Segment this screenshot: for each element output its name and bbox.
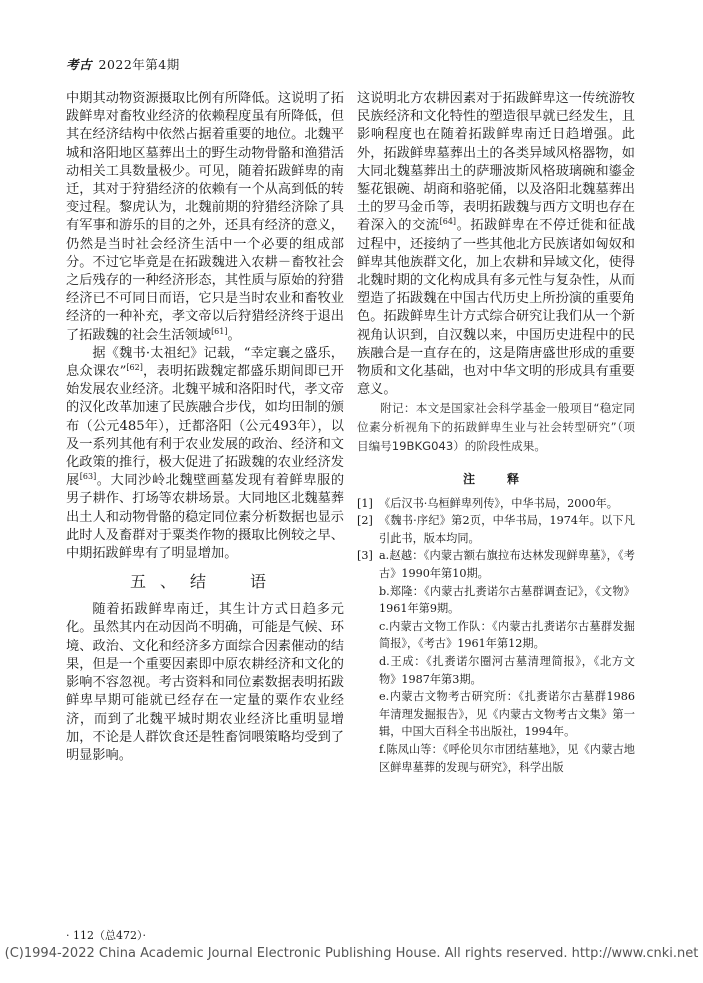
paragraph: 这说明北方农耕因素对于拓跋鲜卑这一传统游牧民族经济和文化特性的塑造很早就已经发生，且影响程度也在随着拓跋鲜卑南迁日趋增强。此外，拓跋鲜卑墓葬出土的各类异域风格器物，如大同北魏墓葬出土的萨珊波斯风格玻璃碗和鎏金錾花银碗、胡商和骆驼俑，以及洛阳北魏墓葬出土的罗马金币等，表明拓跋魏与西方文明也存在着深入的交流[64]。拓跋鲜卑在不停迁徙和征战过程中，还接纳了一些其他北方民族诸如匈奴和鲜卑其他族群文化，加上农耕和异域文化，使得北魏时期的文化构成具有多元性与复杂性，从而塑造了拓跋魏在中国古代历史上所扮演的重要角色。拓跋鲜卑生计方式综合研究让我们从一个新视角认识到，自汉魏以来，中国历史进程中的民族融合是一直存在的，这是隋唐盛世形成的重要物质和文化基础，也对中华文明的形成具有重要意义。 xyxy=(357,91,636,398)
journal-logo: 考古 xyxy=(66,57,93,72)
paragraph: 随着拓跋鲜卑南迁，其生计方式日趋多元化。虽然其内在动因尚不明确，可能是气候、环境、政治、文化和经济多方面综合因素催动的结果，但是一个重要因素即中原农耕经济和文化的影响不容忽视。考古资料和同位素数据表明拓跋鲜卑早期可能就已经存在一定量的粟作农业经济，而到了北魏平城时期农业经济比重明显增加，不论是人群饮食还是牲畜饲喂策略均受到了明显影响。 xyxy=(66,602,344,763)
paragraph: 据《魏书·太祖纪》记载，“幸定襄之盛乐，息众课农”[62]，表明拓跋魏定都盛乐期间即已开始发展农业经济。北魏平城和洛阳时代，孝文帝的汉化改革加速了民族融合步伐，如均田制的颁布（公元485年），迁都洛阳（公元493年），以及一系列其他有利于农业发展的政治、经济和文化政策的推行，极大促进了拓跋魏的农业经济发展[63]。大同沙岭北魏壁画墓发现有着鲜卑服的男子耕作、打场等农耕场景。大同地区北魏墓葬出土人和动物骨骼的稳定同位素分析数据也显示此时人及畜群对于粟类作物的摄取比例较之早、中期拓跋鲜卑有了明显增加。 xyxy=(66,345,345,562)
notes-heading: 注 释 xyxy=(462,472,529,487)
note-item: [3] a.赵越：《内蒙古额右旗拉布达林发现鲜卑墓》，《考古》1990年第10期。 xyxy=(357,549,635,581)
note-item: [2] 《魏书·序纪》第2页，中华书局，1974年。以下凡引此书，版本均同。 xyxy=(357,514,635,545)
left-column xyxy=(66,90,344,765)
note-subitem: f.陈凤山等：《呼伦贝尔市团结墓地》，见《内蒙古地区鲜卑墓葬的发现与研究》，科学出版 xyxy=(379,742,635,774)
note-subitem: d.王成：《扎赉诺尔圈河古墓清理简报》，《北方文物》1987年第3期。 xyxy=(379,655,635,686)
note-subitem: b.郑隆：《内蒙古扎赉诺尔古墓群调查记》，《文物》1961年第9期。 xyxy=(379,584,635,616)
note-subitem: e.内蒙古文物考古研究所：《扎赉诺尔古墓群1986年清理发掘报告》，见《内蒙古文物考古文集》第一辑，中国大百科全书出版社，1994年。 xyxy=(379,690,635,739)
paragraph: 中期其动物资源摄取比例有所降低。这说明了拓跋鲜卑对畜牧业经济的依赖程度虽有所降低，但其在经济结构中依然占据着重要的地位。北魏平城和洛阳地区墓葬出土的野生动物骨骼和渔猎活动相关工具数量极少。可见，随着拓跋鲜卑的南迁，其对于狩猎经济的依赖有一个从高到低的转变过程。黎虎认为，北魏前期的狩猎经济除了具有军事和游乐的目的之外，还具有经济的意义，仍然是当时社会经济生活中一个必要的组成部分。不过它毕竟是在拓跋魏进入农耕－畜牧社会之后残存的一种经济形态，其性质与原始的狩猎经济已不可同日而语，它只是当时农业和畜牧业经济的一种补充，孝文帝以后狩猎经济终于退出了拓跋魏的社会生活领域[61]。 xyxy=(66,91,344,343)
note-subitem: c.内蒙古文物工作队：《内蒙古扎赉诺尔古墓群发掘简报》，《考古》1961年第12期。 xyxy=(379,619,635,651)
right-column xyxy=(357,90,635,776)
citation-ref: [62] xyxy=(126,363,143,373)
running-header xyxy=(66,55,180,73)
note-item: [1] 《后汉书·乌桓鲜卑列传》，中华书局，2000年。 xyxy=(357,496,618,510)
journal-issue: 2022年第4期 xyxy=(98,57,180,72)
notes-list xyxy=(357,495,635,777)
citation-ref: [63] xyxy=(79,472,97,482)
citation-ref: [61] xyxy=(211,326,228,336)
page-number: · 112（总472）· xyxy=(66,929,146,942)
copyright-footer: (C)1994-2022 China Academic Journal Electronic Publishing House. All rights reserved. http://www.cnki.net xyxy=(4,946,699,961)
acknowledgement: 附记：本文是国家社会科学基金一般项目“稳定同位素分析视角下的拓跋鲜卑生业与社会转型研究”（项目编号19BKG043）的阶段性成果。 xyxy=(357,401,635,454)
note-subitems xyxy=(379,583,635,777)
citation-ref: [64] xyxy=(439,217,457,227)
section-heading: 五、结 语 xyxy=(129,572,280,592)
